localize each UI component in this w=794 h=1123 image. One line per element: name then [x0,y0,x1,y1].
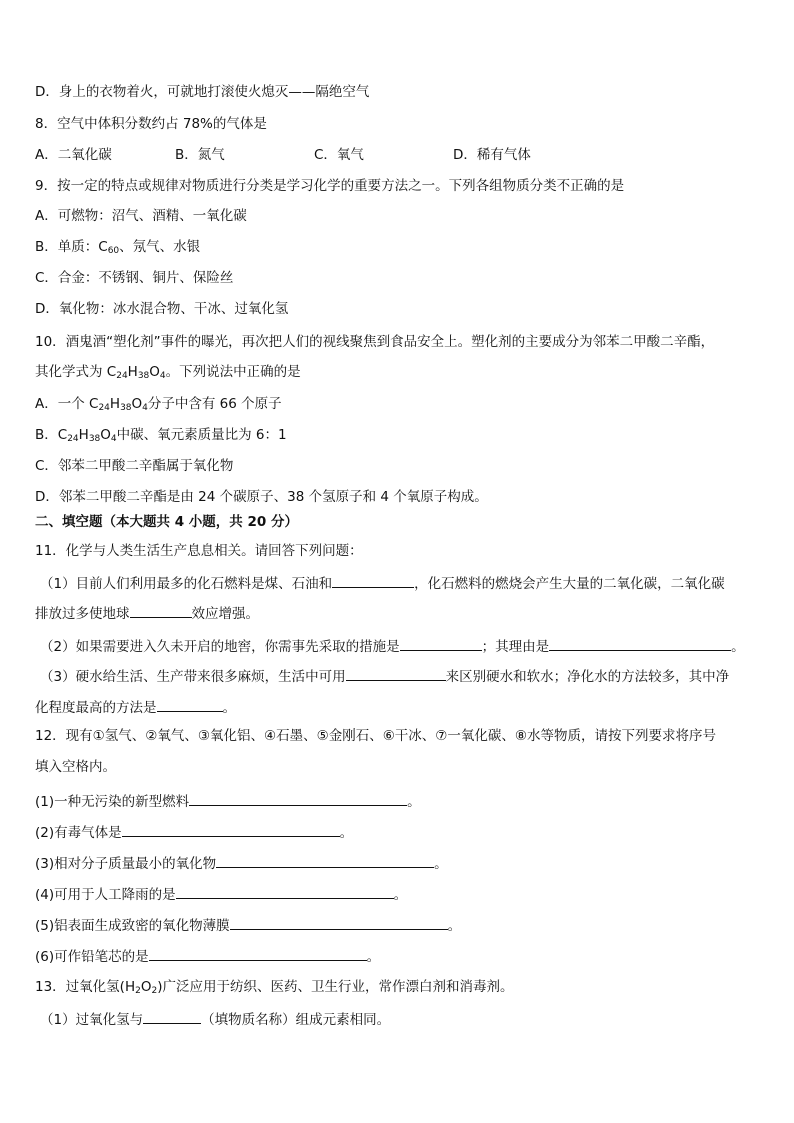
q10-option-d: D．邻苯二甲酸二辛酯是由 24 个碳原子、38 个氢原子和 4 个氧原子构成。 [35,489,488,505]
q8-option-c: C．氧气 [314,147,364,163]
q12-stem-line2: 填入空格内。 [35,759,116,775]
q9-option-d: D．氧化物：冰水混合物、干冰、过氧化氢 [35,301,289,317]
q11-part1-line1: （1）目前人们利用最多的化石燃料是煤、石油和 ，化石燃料的燃烧会产生大量的二氧化碳，二氧化碳 [40,572,725,594]
q8-option-a: A．二氧化碳 [35,147,112,163]
answer-blank[interactable] [332,572,414,588]
q12-item-3: (3)相对分子质量最小的氧化物 。 [35,852,448,874]
answer-blank[interactable] [157,696,223,712]
q11-stem: 11．化学与人类生活生产息息相关。请回答下列问题： [35,543,363,559]
q12-item-2: (2)有毒气体是 。 [35,821,353,843]
q11-part2: （2）如果需要进入久未开启的地窖，你需事先采取的措施是 ；其理由是 。 [40,635,745,657]
q11-part1-line2: 排放过多使地球 效应增强。 [35,602,259,624]
section-heading: 二、填空题（本大题共 4 小题，共 20 分） [35,514,298,530]
q11-part3-line2: 化程度最高的方法是 。 [35,696,236,718]
answer-blank[interactable] [176,883,394,899]
q10-option-b: B．$C_{24}H_{38}O_4$中碳、氧元素质量比为 6：1 [35,427,287,444]
q8-stem: 8．空气中体积分数约占 78%的气体是 [35,116,267,132]
q10-option-a: A．一个 $C_{24}H_{38}O_4$分子中含有 66 个原子 [35,396,282,413]
answer-blank[interactable] [346,665,446,681]
answer-blank[interactable] [549,635,731,651]
q12-stem-line1: 12．现有①氢气、②氧气、③氧化铝、④石墨、⑤金刚石、⑥干冰、⑦一氧化碳、⑧水等物质，请按下列要求将序号 [35,728,716,744]
q8-options [35,145,755,165]
q12-item-6: (6)可作铅笔芯的是 。 [35,945,380,967]
q13-part1: （1）过氧化氢与 （填物质名称）组成元素相同。 [40,1008,390,1030]
answer-blank[interactable] [230,914,448,930]
answer-blank[interactable] [400,635,482,651]
answer-blank[interactable] [149,945,367,961]
q10-option-c: C．邻苯二甲酸二辛酯属于氧化物 [35,458,234,474]
q9-option-c: C．合金：不锈钢、铜片、保险丝 [35,270,234,286]
q8-option-b: B．氮气 [175,147,225,163]
answer-blank[interactable] [189,790,407,806]
answer-blank[interactable] [216,852,434,868]
q12-item-4: (4)可用于人工降雨的是 。 [35,883,407,905]
q12-item-5: (5)铝表面生成致密的氧化物薄膜 。 [35,914,461,936]
q7-option-d: D．身上的衣物着火，可就地打滚使火熄灭——隔绝空气 [35,84,370,100]
answer-blank[interactable] [130,602,192,618]
q9-option-b: B．单质：$C_{60}$、氖气、水银 [35,239,201,256]
q13-stem: 13．过氧化氢$(H_2O_2)$广泛应用于纺织、医药、卫生行业，常作漂白剂和消毒剂。 [35,979,514,996]
q11-part3-line1: （3）硬水给生活、生产带来很多麻烦，生活中可用 来区别硬水和软水；净化水的方法较多，其中净 [40,665,729,687]
answer-blank[interactable] [143,1008,201,1024]
q10-stem-line1: 10．酒鬼酒“塑化剂”事件的曝光，再次把人们的视线聚焦到食品安全上。塑化剂的主要成分为邻苯二甲酸二辛酯， [35,334,715,350]
q12-item-1: (1)一种无污染的新型燃料 。 [35,790,421,812]
q10-stem-line2: 其化学式为 $C_{24}H_{38}O_4$。下列说法中正确的是 [35,364,301,381]
q8-option-d: D．稀有气体 [453,147,531,163]
answer-blank[interactable] [122,821,340,837]
q9-option-a: A．可燃物：沼气、酒精、一氧化碳 [35,208,247,224]
q9-stem: 9．按一定的特点或规律对物质进行分类是学习化学的重要方法之一。下列各组物质分类不正确的是 [35,178,625,194]
